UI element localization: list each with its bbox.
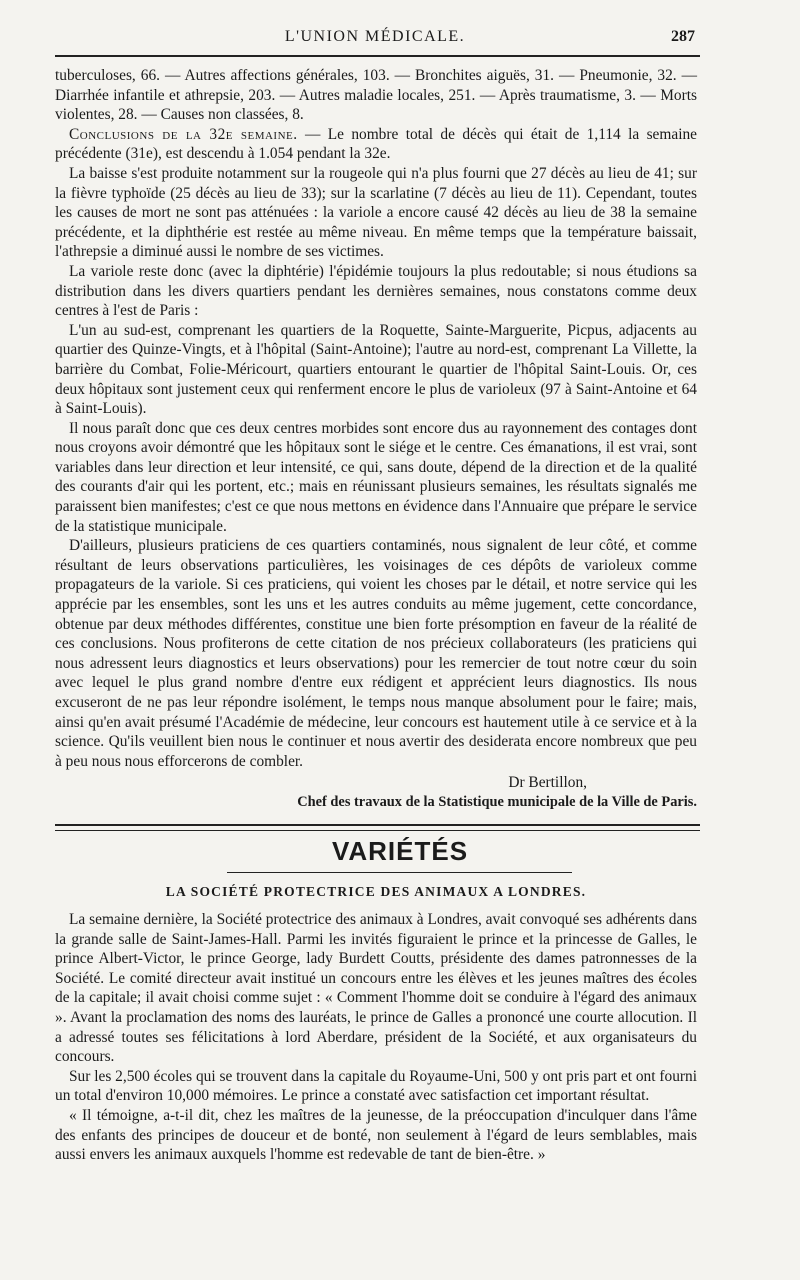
- article-paragraph-quote: « Il témoigne, a-t-il dit, chez les maîtres de la jeunesse, de la préoccupation d'inculquer dans l'âme des enfants des principes de douceur et de bonté, non seulement à l'égard de leurs semblables, mais aussi envers les animaux auxquels l'homme est redevable de tant de bien-être. »: [55, 1106, 697, 1164]
- article-paragraph-schools: Sur les 2,500 écoles qui se trouvent dans la capitale du Royaume-Uni, 500 y ont pris part et ont fourni un total d'environ 10,000 mémoires. Le prince a constaté avec satisfaction cet important résultat.: [55, 1067, 697, 1105]
- report-paragraph-variole: La variole reste donc (avec la diphtérie) l'épidémie toujours la plus redoutable; si nous étudions sa distribution dans les divers quartiers pendant les dernières semaines, nous constatons comme deux centres à l'est de Paris :: [55, 262, 697, 320]
- conclusions-lead: Conclusions de la 32e semaine.: [69, 125, 298, 143]
- statistics-report: [55, 66, 697, 813]
- journal-title: L'UNION MÉDICALE.: [284, 28, 466, 45]
- report-paragraph-practitioners: D'ailleurs, plusieurs praticiens de ces quartiers contaminés, nous signalent de leur côté, et comme résultant de leurs observations particulières, les voisinages de ces dépôts de varioleux comme propagateurs de la variole. Si ces praticiens, qui voient les choses par le détail, et notre service qui les apprécie par les ensembles, sont les uns et les autres conduits au même jugement, cette concordance, obtenue par deux méthodes différentes, constitue une bien forte présomption en faveur de la réalité de ces conclusions. Nous profiterons de cette citation de nos précieux collaborateurs (les praticiens qui nous adressent leurs diagnostics et leurs observations) pour les remercier de tout notre cœur du soin avec lequel le plus grand nombre d'entre eux rédigent et apprécient leurs diagnostics. Ils nous excuseront de ne pas leur répondre isolément, le temps nous manque absolument pour le faire; mais, ainsi qu'en avait présumé l'Académie de médecine, leur concours est hautement utile à ce service et à la science. Qu'ils veuillent bien nous le continuer et nous avertir des desiderata encore nombreux que peu à peu nous nous efforcerons de combler.: [55, 537, 697, 770]
- article-title: LA SOCIÉTÉ PROTECTRICE DES ANIMAUX A LONDRES.: [165, 884, 587, 899]
- header-rule: [55, 55, 700, 57]
- article-body: [55, 910, 697, 1165]
- report-paragraph-contagion: Il nous paraît donc que ces deux centres morbides sont encore dus au rayonnement des contages dont nous croyons avoir démontré que les hôpitaux sont le siége et le centre. Ces émanations, il est vrai, sont variables dans leur direction et leur intensité, ce qui, sans doute, dépend de la direction et de la qualité des courants d'air qui les portent, etc.; mais en réunissant plusieurs semaines, les résultats signalés me paraissent bien manifestes; c'est ce que nous mettons en évidence dans l'Annuaire que prépare le service de la statistique municipale.: [55, 419, 697, 535]
- author-role: Chef des travaux de la Statistique municipale de la Ville de Paris.: [297, 793, 697, 810]
- section-title-varietes: VARIÉTÉS: [331, 836, 469, 866]
- section-divider: [55, 824, 700, 831]
- report-paragraph-causes: tuberculoses, 66. — Autres affections générales, 103. — Bronchites aiguës, 31. — Pneumonie, 32. — Diarrhée infantile et athrepsie, 203. — Autres maladie locales, 251. — Après traumatisme, 3. — Morts violentes, 28. — Causes non classées, 8.: [55, 67, 697, 124]
- report-paragraph-districts: L'un au sud-est, comprenant les quartiers de la Roquette, Sainte-Marguerite, Picpus, adjacents au quartier des Quinze-Vingts, et à l'hôpital (Saint-Antoine); l'autre au nord-est, comprenant La Villette, la barrière du Combat, Folie-Méricourt, quartiers entourant le quartier de l'hôpital Saint-Louis. Or, ces deux hôpitaux sont justement ceux qui renferment encore le plus de varioleux (97 à Saint-Antoine et 64 à Saint-Louis).: [55, 321, 697, 418]
- signature-block: [55, 773, 697, 812]
- article-paragraph-meeting: La semaine dernière, la Société protectrice des animaux à Londres, avait convoqué ses adhérents dans la grande salle de Saint-James-Hall. Parmi les invités figuraient le prince et la princesse de Galles, le prince Albert-Victor, le prince George, lady Burdett Coutts, présidente des dames patronnesses de la Société. Le comité directeur avait institué un concours entre les élèves et les jeunes maîtres des écoles de la capitale; il avait choisi comme sujet : « Comment l'homme doit se conduire à l'égard des animaux ». Avant la proclamation des noms des lauréats, le prince de Galles a prononcé une courte allocution. Il a adressé toutes ses félicitations à lord Aberdare, président de la Société, et aux organisateurs du concours.: [55, 911, 697, 1066]
- report-paragraph-conclusions: [55, 125, 697, 164]
- title-underline: [227, 872, 572, 873]
- running-header: [55, 22, 695, 50]
- page-number: 287: [671, 28, 695, 45]
- author-name: Dr Bertillon,: [508, 774, 587, 792]
- conclusions-text: — Le nombre total de décès qui était de 1,114 la semaine précédente (31e), est descendu à 1.054 pendant la 32e.: [55, 125, 697, 163]
- report-paragraph-decline: La baisse s'est produite notamment sur la rougeole qui n'a plus fourni que 27 décès au lieu de 41; sur la fièvre typhoïde (25 décès au lieu de 33); sur la scarlatine (7 décès au lieu de 11). Cependant, toutes les causes de mort ne sont pas atténuées : la variole a encore causé 42 décès au lieu de 38 la semaine précédente, et la diphthérie est restée au même niveau. En même temps que la température baissait, l'athrepsie a diminué aussi le nombre de ses victimes.: [55, 164, 697, 261]
